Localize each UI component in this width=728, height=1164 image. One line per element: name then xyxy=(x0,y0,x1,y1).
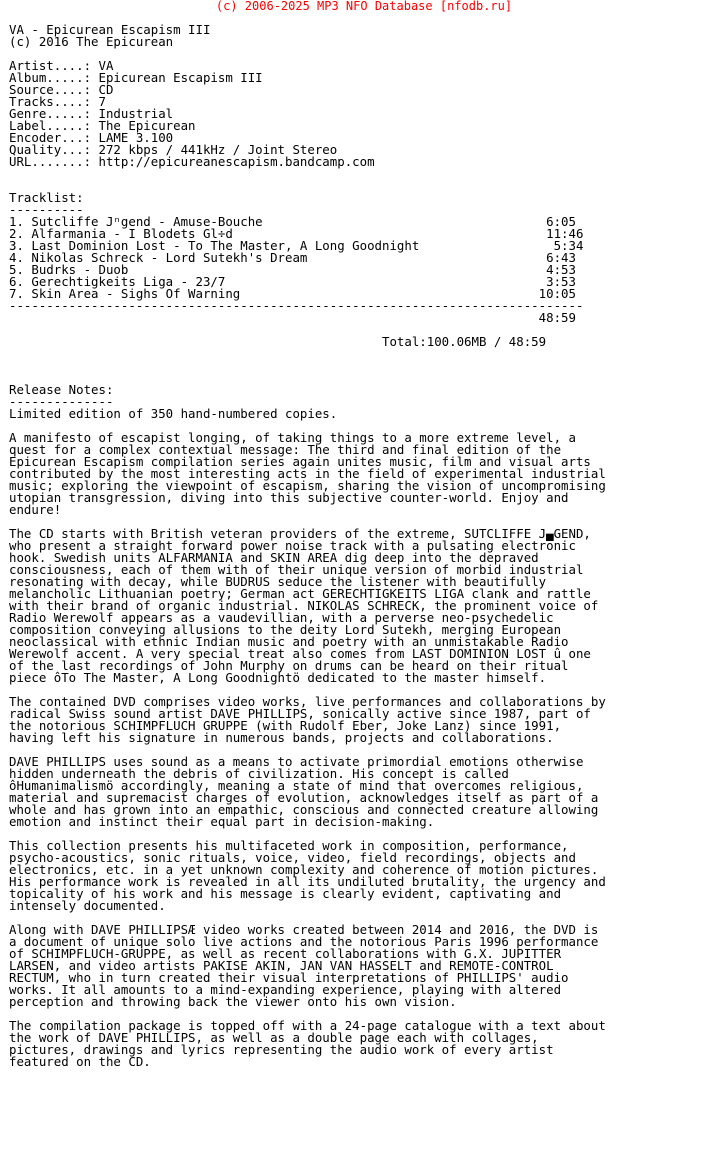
nfo-line: utopian transgression, diving into this subjective counter-world. Enjoy and xyxy=(9,490,569,505)
nfo-line: Radio Werewolf appears as a vaudevillian, with a perverse neo-psychedelic xyxy=(9,610,554,625)
nfo-line: material and supremacist charges of evolution, acknowledges itself as part of a xyxy=(9,790,599,805)
nfo-line: -------------- xyxy=(9,394,114,409)
nfo-line: Release Notes: xyxy=(9,382,114,397)
nfo-line: Werewolf accent. A very special treat also comes from LAST DOMINION LOST û one xyxy=(9,646,591,661)
nfo-line xyxy=(9,348,728,360)
nfo-line: consciousness, each of them with of their unique version of morbid industrial xyxy=(9,562,584,577)
nfo-line: Epicurean Escapism compilation series again unites music, film and visual arts xyxy=(9,454,591,469)
nfo-line xyxy=(9,48,728,60)
nfo-line: The compilation package is topped off with a 24-page catalogue with a text about xyxy=(9,1018,606,1033)
nfo-line: melancholic Lithuanian poetry; German act GERECHTIGKEITS LIGA clank and rattle xyxy=(9,586,591,601)
nfo-line: topicality of his work and his message is clearly evident, captivating and xyxy=(9,886,562,901)
nfo-line: hook. Swedish units ALFARMANIA and SKIN AREA dig deep into the depraved xyxy=(9,550,539,565)
nfo-line: intensely documented. xyxy=(9,898,166,913)
nfo-line: 48:59 xyxy=(9,310,576,325)
nfo-line: perception and throwing back the viewer onto his own vision. xyxy=(9,994,457,1009)
nfo-line: (c) 2016 The Epicurean xyxy=(9,34,174,49)
nfo-line: with their brand of organic industrial. NIKOLAS SCHRECK, the prominent voice of xyxy=(9,598,599,613)
nfo-line: piece ôTo The Master, A Long Goodnightö dedicated to the master himself. xyxy=(9,670,547,685)
nfo-line: 6. Gerechtigkeits Liga - 23/7 3:53 xyxy=(9,274,576,289)
nfo-line: Genre.....: Industrial xyxy=(9,106,174,121)
nfo-line xyxy=(9,168,728,180)
nfo-line: Tracks....: 7 xyxy=(9,94,106,109)
nfo-line: The contained DVD comprises video works, live performances and collaborations by xyxy=(9,694,606,709)
nfo-line: Source....: CD xyxy=(9,82,114,97)
nfo-line: contributed by the most interesting acts in the field of experimental industrial xyxy=(9,466,606,481)
nfo-line: a document of unique solo live actions and the notorious Paris 1996 performance xyxy=(9,934,599,949)
nfo-line: DAVE PHILLIPS uses sound as a means to activate primordial emotions otherwise xyxy=(9,754,584,769)
nfo-line: Encoder...: LAME 3.100 xyxy=(9,130,174,145)
nfo-line: composition conveying allusions to the deity Lord Sutekh, merging European xyxy=(9,622,562,637)
nfo-line: electronics, etc. in a yet unknown complexity and coherence of motion pictures. xyxy=(9,862,599,877)
nfo-line: who present a straight forward power noise track with a pulsating electronic xyxy=(9,538,576,553)
nfo-line: the work of DAVE PHILLIPS, as well as a double page each with collages, xyxy=(9,1030,539,1045)
nfo-line: Total:100.06MB / 48:59 xyxy=(9,334,547,349)
nfo-line: LARSEN, and video artists PAKISE AKIN, JAN VAN HASSELT and REMOTE-CONTROL xyxy=(9,958,554,973)
site-header: (c) 2006-2025 MP3 NFO Database [nfodb.ru] xyxy=(215,0,513,13)
nfo-line xyxy=(9,372,728,384)
nfo-line xyxy=(9,180,728,192)
nfo-line: Artist....: VA xyxy=(9,58,114,73)
nfo-line: Quality...: 272 kbps / 441kHz / Joint Stereo xyxy=(9,142,338,157)
nfo-line: 4. Nikolas Schreck - Lord Sutekh's Dream 6:43 xyxy=(9,250,576,265)
nfo-line: Album.....: Epicurean Escapism III xyxy=(9,70,263,85)
nfo-line: radical Swiss sound artist DAVE PHILLIPS, sonically active since 1987, part of xyxy=(9,706,591,721)
nfo-line xyxy=(9,360,728,372)
nfo-line: A manifesto of escapist longing, of taking things to a more extreme level, a xyxy=(9,430,576,445)
nfo-line: 2. Alfarmania - I Blodets Gl÷d 11:46 xyxy=(9,226,584,241)
nfo-line: This collection presents his multifaceted work in composition, performance, xyxy=(9,838,569,853)
nfo-line: quest for a complex contextual message: The third and final edition of the xyxy=(9,442,562,457)
nfo-line: of the last recordings of John Murphy on drums can be heard on their ritual xyxy=(9,658,569,673)
nfo-line: resonating with decay, while BUDRUS seduce the listener with beautifully xyxy=(9,574,547,589)
nfo-line: endure! xyxy=(9,502,62,517)
nfo-line: music; exploring the viewpoint of escapism, sharing the vision of uncompromising xyxy=(9,478,606,493)
nfo-line: ôHumanimalismö accordingly, meaning a state of mind that overcomes religious, xyxy=(9,778,584,793)
nfo-line: 3. Last Dominion Lost - To The Master, A Long Goodnight 5:34 xyxy=(9,238,584,253)
nfo-line: RECTUM, who in turn created their visual interpretations of PHILLIPS' audio xyxy=(9,970,569,985)
nfo-line: emotion and instinct their equal part in decision-making. xyxy=(9,814,435,829)
nfo-line: whole and has grown into an empathic, conscious and connected creature allowing xyxy=(9,802,599,817)
nfo-line: ----------------------------------------------------------------------------- xyxy=(9,298,584,313)
nfo-line: His performance work is revealed in all its undiluted brutality, the urgency and xyxy=(9,874,606,889)
nfo-line: 7. Skin Area - Sighs Of Warning 10:05 xyxy=(9,286,576,301)
nfo-line: psycho-acoustics, sonic rituals, voice, video, field recordings, objects and xyxy=(9,850,576,865)
nfo-line: the notorious SCHIMPFLUCH GRUPPE (with Rudolf Eber, Joke Lanz) since 1991, xyxy=(9,718,562,733)
nfo-line: having left his signature in numerous bands, projects and collaborations. xyxy=(9,730,554,745)
nfo-line: ---------- xyxy=(9,202,84,217)
nfo-line: 1. Sutcliffe Jⁿgend - Amuse-Bouche 6:05 xyxy=(9,214,576,229)
nfo-line: VA - Epicurean Escapism III xyxy=(9,22,211,37)
nfo-line: featured on the CD. xyxy=(9,1054,151,1069)
nfo-line: Tracklist: xyxy=(9,190,84,205)
nfo-line: Label.....: The Epicurean xyxy=(9,118,196,133)
nfo-line: hidden underneath the debris of civilization. His concept is called xyxy=(9,766,509,781)
nfo-line: pictures, drawings and lyrics representing the audio work of every artist xyxy=(9,1042,554,1057)
nfo-line: The CD starts with British veteran providers of the extreme, SUTCLIFFE J▄GEND, xyxy=(9,526,591,541)
nfo-line: URL.......: http://epicureanescapism.bandcamp.com xyxy=(9,154,375,169)
nfo-line: neoclassical with ethnic Indian music and poetry with an unmistakable Radio xyxy=(9,634,569,649)
nfo-line: 5. Budrks - Duob 4:53 xyxy=(9,262,576,277)
nfo-line: Limited edition of 350 hand-numbered copies. xyxy=(9,406,338,421)
nfo-line: works. It all amounts to a mind-expanding experience, playing with altered xyxy=(9,982,562,997)
nfo-line: Along with DAVE PHILLIPSÆ video works created between 2014 and 2016, the DVD is xyxy=(9,922,599,937)
nfo-text-block xyxy=(9,24,728,1068)
nfo-line: of SCHIMPFLUCH-GRUPPE, as well as recent collaborations with G.X. JUPITTER xyxy=(9,946,562,961)
